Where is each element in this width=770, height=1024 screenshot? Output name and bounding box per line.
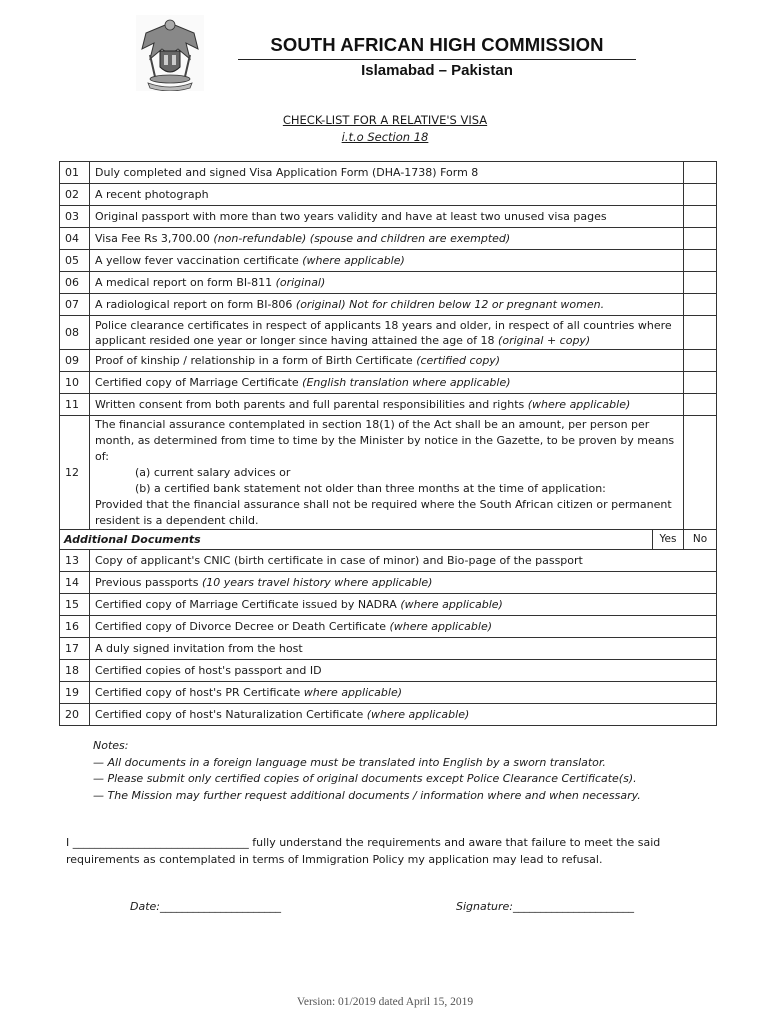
item-number: 04: [60, 228, 90, 250]
version-footer: Version: 01/2019 dated April 15, 2019: [296, 996, 474, 1008]
item-number: 08: [60, 316, 90, 350]
item-number: 17: [60, 638, 90, 660]
item-number: 11: [60, 394, 90, 416]
item-description: A duly signed invitation from the host: [90, 638, 717, 660]
item-description: Visa Fee Rs 3,700.00 (non-refundable) (spouse and children are exempted): [90, 228, 684, 250]
item-description: Certified copy of Divorce Decree or Death Certificate (where applicable): [90, 616, 717, 638]
table-row: [60, 316, 717, 350]
item-checkbox[interactable]: [684, 250, 717, 272]
item-number: 01: [60, 162, 90, 184]
table-row: [60, 228, 717, 250]
coat-of-arms-icon: [136, 15, 204, 91]
table-row: [60, 294, 717, 316]
table-row: [60, 682, 717, 704]
signature-field[interactable]: Signature:______________________: [456, 900, 635, 913]
item-number: 07: [60, 294, 90, 316]
item-number: 18: [60, 660, 90, 682]
item-description: Certified copies of host's passport and ID: [90, 660, 717, 682]
financial-assurance-option-b: (b) a certified bank statement not older than three months at the time of application:: [135, 481, 606, 495]
table-row: [60, 394, 717, 416]
item-description: A recent photograph: [90, 184, 684, 206]
commission-location: Islamabad – Pakistan: [361, 62, 513, 79]
item-number: 03: [60, 206, 90, 228]
financial-assurance-proviso: Provided that the financial assurance shall not be required where the South African citizen or permanent resident is a dependent child.: [95, 497, 672, 527]
table-row: [60, 638, 717, 660]
item-checkbox[interactable]: [684, 394, 717, 416]
note-line: — Please submit only certified copies of original documents except Police Clearance Certificate(s).: [93, 772, 637, 785]
item-description: A yellow fever vaccination certificate (where applicable): [90, 250, 684, 272]
table-row: [60, 550, 717, 572]
item-description: Police clearance certificates in respect of applicants 18 years and older, in respect of all countries where applicant resided one year or longer since having attained the age of 18 (original + copy): [90, 316, 684, 350]
item-checkbox[interactable]: [684, 294, 717, 316]
yes-column-header: Yes: [653, 530, 684, 550]
no-column-header: No: [684, 530, 717, 550]
item-description: Certified copy of host's Naturalization Certificate (where applicable): [90, 704, 717, 726]
item-checkbox[interactable]: [684, 350, 717, 372]
table-row: [60, 660, 717, 682]
item-checkbox[interactable]: [684, 416, 717, 530]
financial-assurance-intro: The financial assurance contemplated in section 18(1) of the Act shall be an amount, per person per month, as determined from time to time by the Minister by notice in the Gazette, to be proven by means of:: [95, 417, 675, 463]
item-description: Written consent from both parents and full parental responsibilities and rights (where applicable): [90, 394, 684, 416]
table-row: [60, 704, 717, 726]
table-row: [60, 184, 717, 206]
item-description: A radiological report on form BI-806 (original) Not for children below 12 or pregnant women.: [90, 294, 684, 316]
additional-documents-heading: Additional Documents: [60, 530, 653, 550]
item-checkbox[interactable]: [684, 206, 717, 228]
checklist-title: CHECK-LIST FOR A RELATIVE'S VISA: [282, 113, 488, 127]
item-number: 05: [60, 250, 90, 272]
item-description: Previous passports (10 years travel history where applicable): [90, 572, 717, 594]
item-number: 14: [60, 572, 90, 594]
item-checkbox[interactable]: [684, 162, 717, 184]
item-number: 15: [60, 594, 90, 616]
item-number: 09: [60, 350, 90, 372]
table-row: [60, 616, 717, 638]
header-rule: [238, 59, 636, 60]
date-field[interactable]: Date:______________________: [130, 900, 281, 913]
table-row: [60, 372, 717, 394]
item-number: 19: [60, 682, 90, 704]
item-description: Duly completed and signed Visa Application Form (DHA-1738) Form 8: [90, 162, 684, 184]
additional-documents-header: [60, 530, 717, 550]
table-row: [60, 162, 717, 184]
checklist-table: [59, 161, 717, 726]
item-number: 02: [60, 184, 90, 206]
item-description: Proof of kinship / relationship in a form of Birth Certificate (certified copy): [90, 350, 684, 372]
item-description: Certified copy of Marriage Certificate (English translation where applicable): [90, 372, 684, 394]
table-row: [60, 350, 717, 372]
item-description: Original passport with more than two years validity and have at least two unused visa pages: [90, 206, 684, 228]
item-description: Copy of applicant's CNIC (birth certificate in case of minor) and Bio-page of the passport: [90, 550, 717, 572]
note-line: — All documents in a foreign language must be translated into English by a sworn translator.: [93, 755, 606, 769]
item-number: 12: [60, 416, 90, 530]
item-checkbox[interactable]: [684, 228, 717, 250]
item-number: 20: [60, 704, 90, 726]
item-description: [90, 416, 684, 530]
commission-title: SOUTH AFRICAN HIGH COMMISSION: [270, 34, 604, 55]
item-checkbox[interactable]: [684, 372, 717, 394]
financial-assurance-option-a: (a) current salary advices or: [135, 465, 291, 479]
note-line: — The Mission may further request additional documents / information where and when necessary.: [93, 788, 641, 802]
declaration-text: I ________________________________ fully understand the requirements and aware that failure to meet the said requirements as contemplated in terms of Immigration Policy my application may lead to refusal.: [66, 836, 661, 866]
notes-heading: Notes:: [93, 739, 129, 752]
item-number: 16: [60, 616, 90, 638]
table-row: [60, 416, 717, 530]
table-row: [60, 594, 717, 616]
table-row: [60, 572, 717, 594]
table-row: [60, 250, 717, 272]
item-checkbox[interactable]: [684, 272, 717, 294]
item-description: Certified copy of host's PR Certificate where applicable): [90, 682, 717, 704]
item-checkbox[interactable]: [684, 184, 717, 206]
item-checkbox[interactable]: [684, 316, 717, 350]
item-number: 06: [60, 272, 90, 294]
table-row: [60, 272, 717, 294]
checklist-subtitle: i.t.o Section 18: [341, 130, 429, 144]
item-description: Certified copy of Marriage Certificate issued by NADRA (where applicable): [90, 594, 717, 616]
item-number: 10: [60, 372, 90, 394]
notes-section: [93, 738, 641, 804]
table-row: [60, 206, 717, 228]
item-description: A medical report on form BI-811 (original): [90, 272, 684, 294]
item-number: 13: [60, 550, 90, 572]
